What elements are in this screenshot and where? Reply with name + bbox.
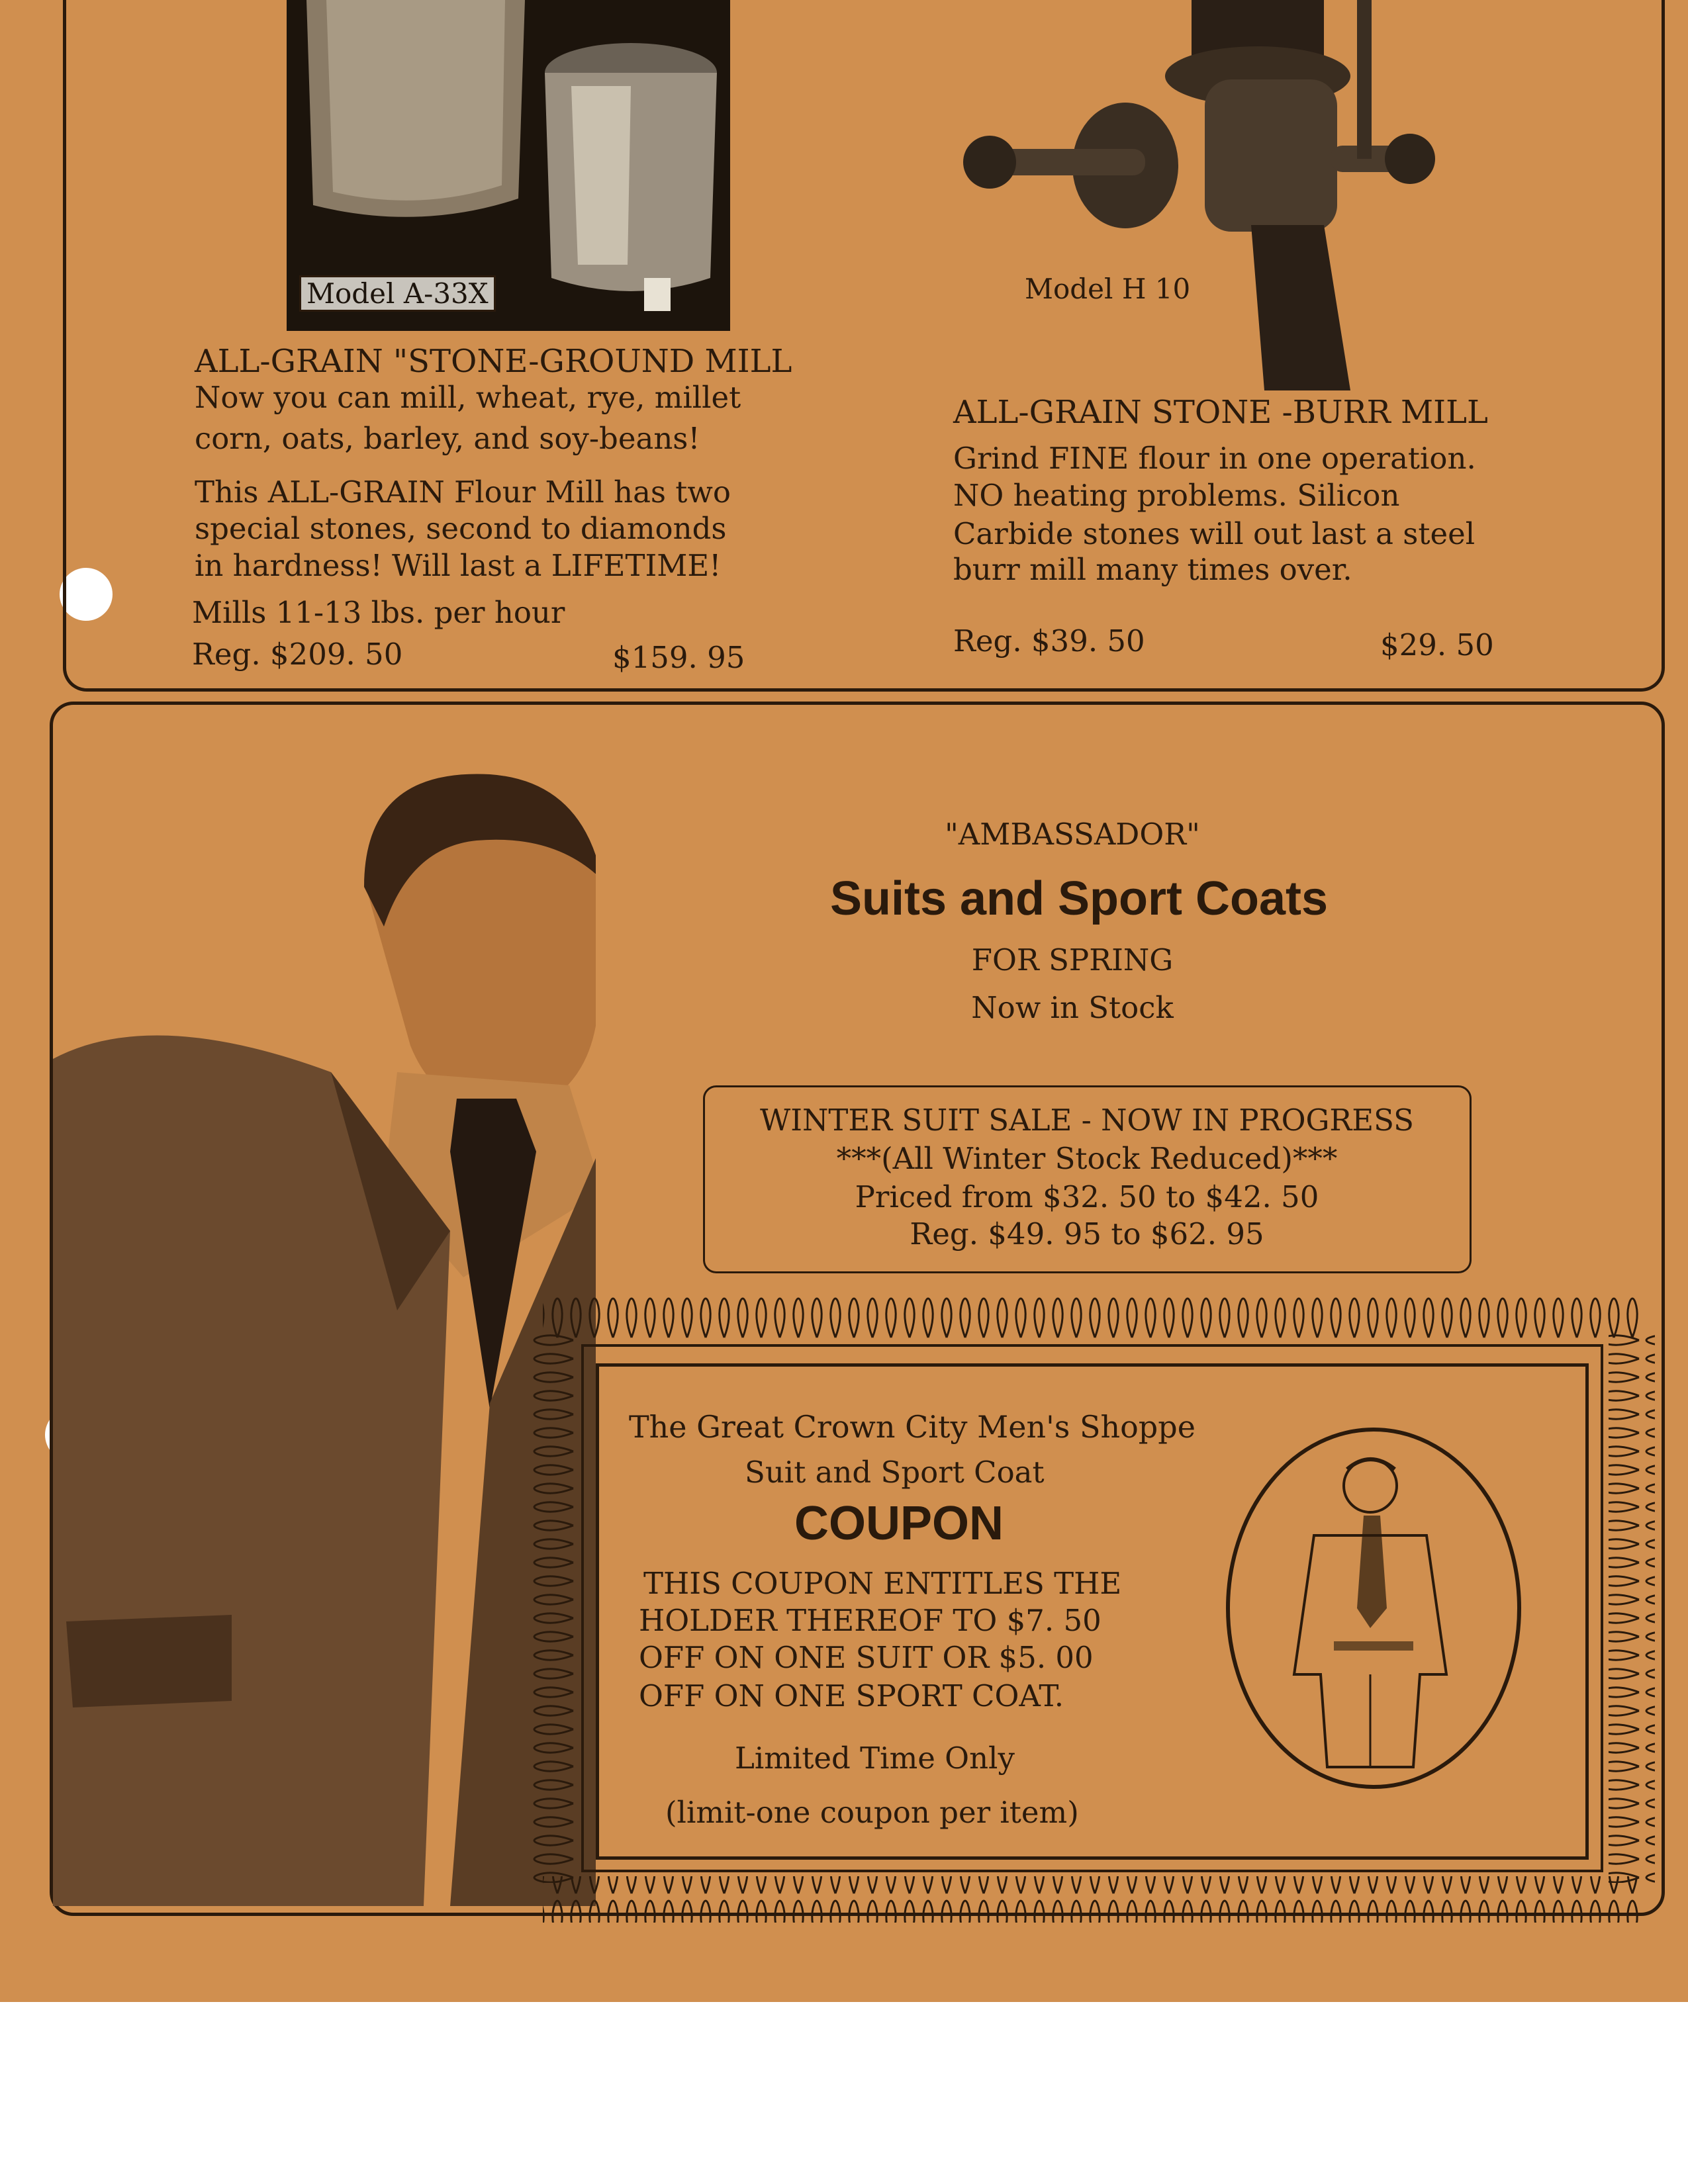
- suits-sub-2: Now in Stock: [971, 990, 1174, 1025]
- mill-h-heading: ALL-GRAIN STONE -BURR MILL: [953, 394, 1488, 431]
- mill-a-sale-price: $159. 95: [612, 640, 745, 675]
- coupon-terms-2: HOLDER THEREOF TO $7. 50: [639, 1603, 1102, 1638]
- mill-h-reg-price: Reg. $39. 50: [953, 623, 1145, 659]
- mill-h-desc-2: NO heating problems. Silicon: [953, 478, 1400, 513]
- winter-sale-line-4: Reg. $49. 95 to $62. 95: [910, 1216, 1264, 1251]
- mill-a-heading: ALL-GRAIN "STONE-GROUND MILL: [195, 343, 792, 380]
- mill-h-photo: [953, 0, 1436, 390]
- winter-sale-line-3: Priced from $32. 50 to $42. 50: [855, 1179, 1319, 1214]
- coupon-title: COUPON: [794, 1497, 1004, 1550]
- suits-title: Suits and Sport Coats: [829, 872, 1329, 925]
- mill-h-sale-price: $29. 50: [1380, 627, 1494, 662]
- winter-sale-line-1: WINTER SUIT SALE - NOW IN PROGRESS: [759, 1103, 1415, 1138]
- suits-sub-1: FOR SPRING: [971, 942, 1174, 978]
- winter-sale-line-2: ***(All Winter Stock Reduced)***: [836, 1141, 1338, 1176]
- mill-h-desc-3: Carbide stones will out last a steel: [953, 516, 1476, 551]
- coupon-terms-4: OFF ON ONE SPORT COAT.: [639, 1678, 1064, 1713]
- mill-a-desc-1: Now you can mill, wheat, rye, millet: [195, 380, 741, 415]
- mill-a-desc-3: This ALL-GRAIN Flour Mill has two: [195, 475, 731, 510]
- mill-a-rate: Mills 11-13 lbs. per hour: [192, 595, 565, 630]
- mill-a-reg-price: Reg. $209. 50: [192, 637, 403, 672]
- mill-a-desc-4: special stones, second to diamonds: [195, 511, 727, 546]
- coupon-limited-time: Limited Time Only: [735, 1741, 1015, 1776]
- mill-h-model-label: Model H 10: [1025, 273, 1191, 305]
- mill-a-desc-5: in hardness! Will last a LIFETIME!: [195, 548, 722, 583]
- mill-a-model-label: Model A-33X: [299, 275, 496, 312]
- mill-a-desc-2: corn, oats, barley, and soy-beans!: [195, 421, 700, 456]
- coupon-terms-3: OFF ON ONE SUIT OR $5. 00: [639, 1640, 1094, 1675]
- suit-man-illustration: [53, 728, 596, 1913]
- mill-h-desc-4: burr mill many times over.: [953, 552, 1352, 587]
- brand-name: "AMBASSADOR": [945, 817, 1200, 852]
- coupon-line-2: Suit and Sport Coat: [745, 1455, 1045, 1490]
- coupon-store-name: The Great Crown City Men's Shoppe: [629, 1409, 1196, 1445]
- coupon-limit-note: (limit-one coupon per item): [665, 1795, 1079, 1830]
- coupon-man-illustration: [1221, 1423, 1526, 1794]
- coupon-terms-1: THIS COUPON ENTITLES THE: [643, 1566, 1122, 1601]
- mill-h-desc-1: Grind FINE flour in one operation.: [953, 441, 1476, 476]
